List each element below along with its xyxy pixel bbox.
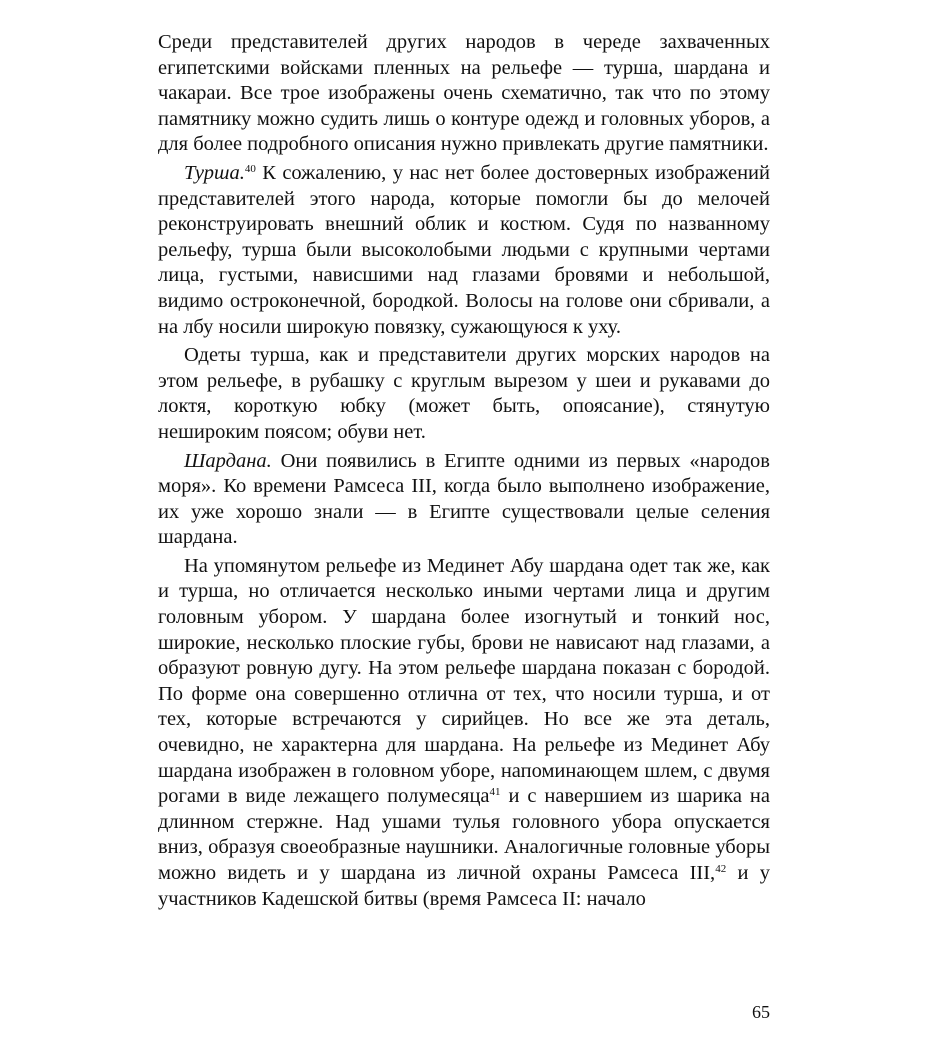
paragraph-tursha: [158, 161, 770, 340]
paragraph-5-text-a: На упомянутом рельефе из Мединет Абу шардана одет так же, как и турша, но отличается несколько иными чертами лица и другим головным убором. У шардана более изогнутый и тонкий нос, широкие, несколько плоские губы, брови не нависают над глазами, а образуют ровную дугу. На этом рельефе шардана показан с бородой. По форме она совершенно отлична от тех, что носили турша, и от тех, которые встречаются у сирийцев. Но все же эта деталь, очевидно, не характерна для шардана. На рельефе из Мединет Абу шардана изображен в головном уборе, напоминающем шлем, с двумя рогами в виде лежащего полумесяца: [158, 554, 770, 808]
tursha-heading: Турша.: [184, 161, 245, 184]
paragraph-1: [158, 30, 770, 158]
shardana-heading: Шардана.: [184, 449, 272, 472]
paragraph-5: [158, 554, 770, 912]
paragraph-shardana-text: Они появились в Египте одними из первых «народов моря». Ко времени Рамсеса III, когда было выполнено изображение, их уже хорошо знали — в Египте существовали целые селения шардана.: [158, 449, 770, 549]
page-body: [158, 30, 770, 912]
paragraph-shardana: [158, 449, 770, 551]
footnote-ref-41[interactable]: 41: [489, 786, 501, 799]
paragraph-5-text-c: и у участников Кадешской битвы (время Рамсеса II: начало: [158, 862, 770, 910]
paragraph-3: [158, 343, 770, 445]
paragraph-5-text-b: и с навершием из шарика на длинном стержне. Над ушами тулья головного убора опускается вниз, образуя своеобразные наушники. Аналогичные головные уборы можно видеть и у шардана из личной охраны Рамсеса III,: [158, 785, 770, 884]
footnote-ref-42[interactable]: 42: [715, 863, 727, 875]
footnote-ref-40[interactable]: 40: [244, 162, 256, 175]
paragraph-1-text: Среди представителей других народов в череде захваченных египетскими войсками пленных на рельефе — турша, шардана и чакараи. Все трое изображены очень схематично, так что по этому памятнику можно судить лишь о контуре одежд и головных уборов, а для более подробного описания нужно привлекать другие памятники.: [158, 31, 770, 156]
paragraph-3-text: Одеты турша, как и представители других морских народов на этом рельефе, в рубашку с круглым вырезом у шеи и рукавами до локтя, короткую юбку (может быть, опоясание), стянутую нешироким поясом; обуви нет.: [158, 344, 770, 443]
paragraph-tursha-text: К сожалению, у нас нет более достоверных изображений представителей этого народа, которые помогли бы до мелочей реконструировать внешний облик и костюм. Судя по названному рельефу, турша были высоколобыми людьми с крупными чертами лица, густыми, нависшими над глазами бровями и небольшой, видимо остроконечной, бородкой. Волосы на голове они сбривали, а на лбу носили широкую повязку, сужающуюся к уху.: [158, 161, 770, 338]
page-number: 65: [752, 1002, 770, 1022]
